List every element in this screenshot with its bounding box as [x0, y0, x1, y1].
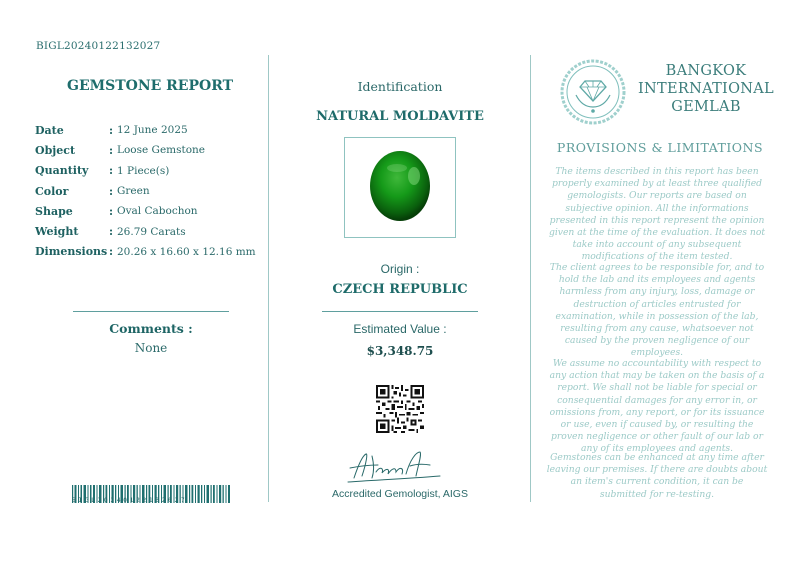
- origin-value: CZECH REPUBLIC: [332, 282, 468, 297]
- provisions-title: PROVISIONS & LIMITATIONS: [556, 140, 764, 155]
- provisions-paragraph-4: Gemstones can be enhanced at any time after leaving our premises. If there are doubts about an item's current condition, it can be submitted for re-testing.: [546, 452, 768, 500]
- comments-divider: [73, 311, 229, 312]
- comments-label: Comments :: [109, 321, 193, 336]
- estimated-value-label: Estimated Value :: [353, 322, 447, 336]
- lab-name: BANGKOK INTERNATIONAL GEMLAB: [638, 63, 774, 115]
- comments-value: None: [134, 341, 168, 355]
- detail-row-dimensions: Dimensions : 20.26 x 16.60 x 12.16 mm: [35, 245, 256, 259]
- barcode-text: BIGL20240122132027: [72, 497, 188, 504]
- provisions-paragraph-1: The items described in this report has been properly examined by at least three qualified gemologists. Our reports are based on subjective opinion. All the informations presented in this report represent the opinion given at the time of the evaluation. It does not take into account of any subsequent modifications of the item tested.: [548, 166, 766, 263]
- moldavite-cabochon-image: [345, 138, 455, 237]
- provisions-paragraph-3: We assume no accountability with respect to any action that may be taken on the basis of a report. We shall not be liable for special or consequential damages for any error in, or omissions from, any report, or for its issuance or use, even if caused by, or resulting the proven negligence or other fault of our lab or any of its employees and agents.: [549, 358, 765, 455]
- estimated-value-amount: $3,348.75: [366, 344, 434, 358]
- gemstone-photo: [344, 137, 456, 238]
- provisions-paragraph-2: The client agrees to be responsible for, and to hold the lab and its employees and agents harmless from any injury, loss, damage or destruction of articles entrusted for examination, while in possession of the lab, resulting from any cause, whatsoever not caused by the proven negligence of our employees.: [549, 262, 765, 359]
- detail-row-quantity: Quantity : 1 Piece(s): [35, 164, 170, 178]
- gemologist-label: Accredited Gemologist, AIGS: [332, 488, 468, 500]
- value-divider: [322, 311, 478, 312]
- stone-name: NATURAL MOLDAVITE: [316, 109, 484, 124]
- qr-code: [376, 385, 424, 433]
- detail-row-shape: Shape : Oval Cabochon: [35, 204, 198, 218]
- report-number: BIGL20240122132027: [36, 40, 161, 52]
- detail-row-weight: Weight : 26.79 Carats: [35, 225, 186, 239]
- panel-divider-left: [268, 55, 269, 502]
- panel-divider-right: [530, 55, 531, 502]
- details-list: [35, 120, 263, 262]
- origin-label: Origin :: [380, 262, 420, 276]
- identification-label: Identification: [357, 79, 443, 94]
- detail-row-date: Date : 12 June 2025: [35, 123, 188, 137]
- detail-row-object: Object : Loose Gemstone: [35, 143, 206, 157]
- report-title: GEMSTONE REPORT: [66, 78, 234, 94]
- lab-logo-icon: [558, 57, 628, 127]
- gemologist-signature: [344, 446, 444, 486]
- detail-row-color: Color : Green: [35, 184, 150, 198]
